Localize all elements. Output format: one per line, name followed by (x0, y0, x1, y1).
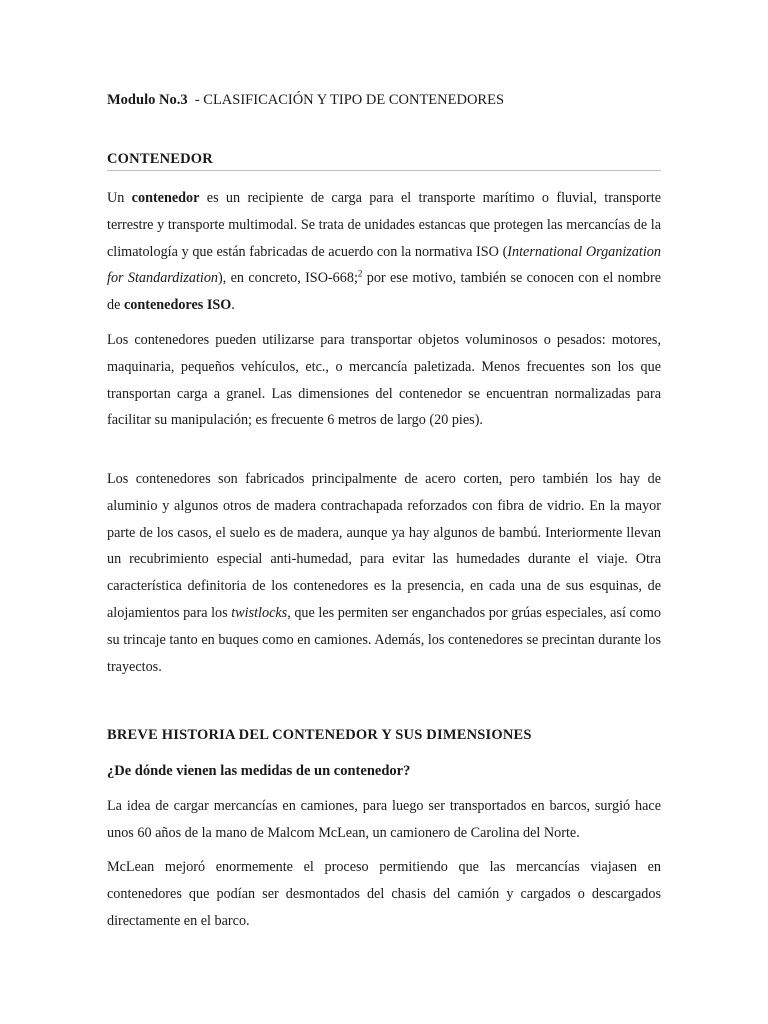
section-heading-historia: BREVE HISTORIA DEL CONTENEDOR Y SUS DIMENSIONES (107, 727, 532, 743)
paragraph-materials: Los contenedores son fabricados principalmente de acero corten, pero también los hay de aluminio y algunos otros de madera contrachapada reforzados con fibra de vidrio. En la mayor parte de los casos, el suelo es de madera, aunque ya hay algunos de bambú. Interiormente llevan un recubrimiento especial anti-humedad, para evitar las humedades durante el viaje. Otra característica definitoria de los contenedores es la presencia, en cada una de sus esquinas, de alojamientos para los twistlocks, que les permiten ser enganchados por grúas especiales, así como su trincaje tanto en buques como en camiones. Además, los contenedores se precintan durante los trayectos. (107, 471, 661, 675)
module-number: Modulo No.3 (107, 92, 188, 108)
footnote-ref: 2 (357, 268, 363, 279)
term-contenedor: contenedor (131, 190, 200, 206)
document-title (107, 92, 504, 109)
module-title: - CLASIFICACIÓN Y TIPO DE CONTENEDORES (187, 92, 505, 108)
paragraph-history-mclean: McLean mejoró enormemente el proceso permitiendo que las mercancías viajasen en contenedores que podían ser desmontados del chasis del camión y cargados o descargados directamente en el barco. (107, 859, 661, 929)
section-heading-contenedor: CONTENEDOR (107, 151, 661, 171)
iso-full-name: International Organization for Standardization (107, 243, 661, 287)
paragraph-definition: Un contenedor es un recipiente de carga para el transporte marítimo o fluvial, transporte terrestre y transporte multimodal. Se trata de unidades estancas que protegen las mercancías de la climatología y que están fabricadas de acuerdo con la normativa ISO (International Organization for Standardization), en concreto, ISO-668;$^2$ por ese motivo, también se conocen con el nombre de contenedores ISO. (107, 190, 662, 314)
term-contenedores-iso: contenedores ISO (123, 297, 232, 314)
paragraph-history-origin: La idea de cargar mercancías en camiones, para luego ser transportados en barcos, surgió hace unos 60 años de la mano de Malcom McLean, un camionero de Carolina del Norte. (107, 798, 661, 841)
paragraph-uses: Los contenedores pueden utilizarse para transportar objetos voluminosos o pesados: motores, maquinaria, pequeños vehículos, etc., o mercancía paletizada. Menos frecuentes son los que transportan carga a granel. Las dimensiones del contenedor se encuentran normalizadas para facilitar su manipulación; es frecuente 6 metros de largo (20 pies). (107, 332, 661, 429)
subheading-medidas: ¿De dónde vienen las medidas de un contenedor? (107, 763, 411, 779)
term-twistlocks: twistlocks (231, 604, 288, 621)
